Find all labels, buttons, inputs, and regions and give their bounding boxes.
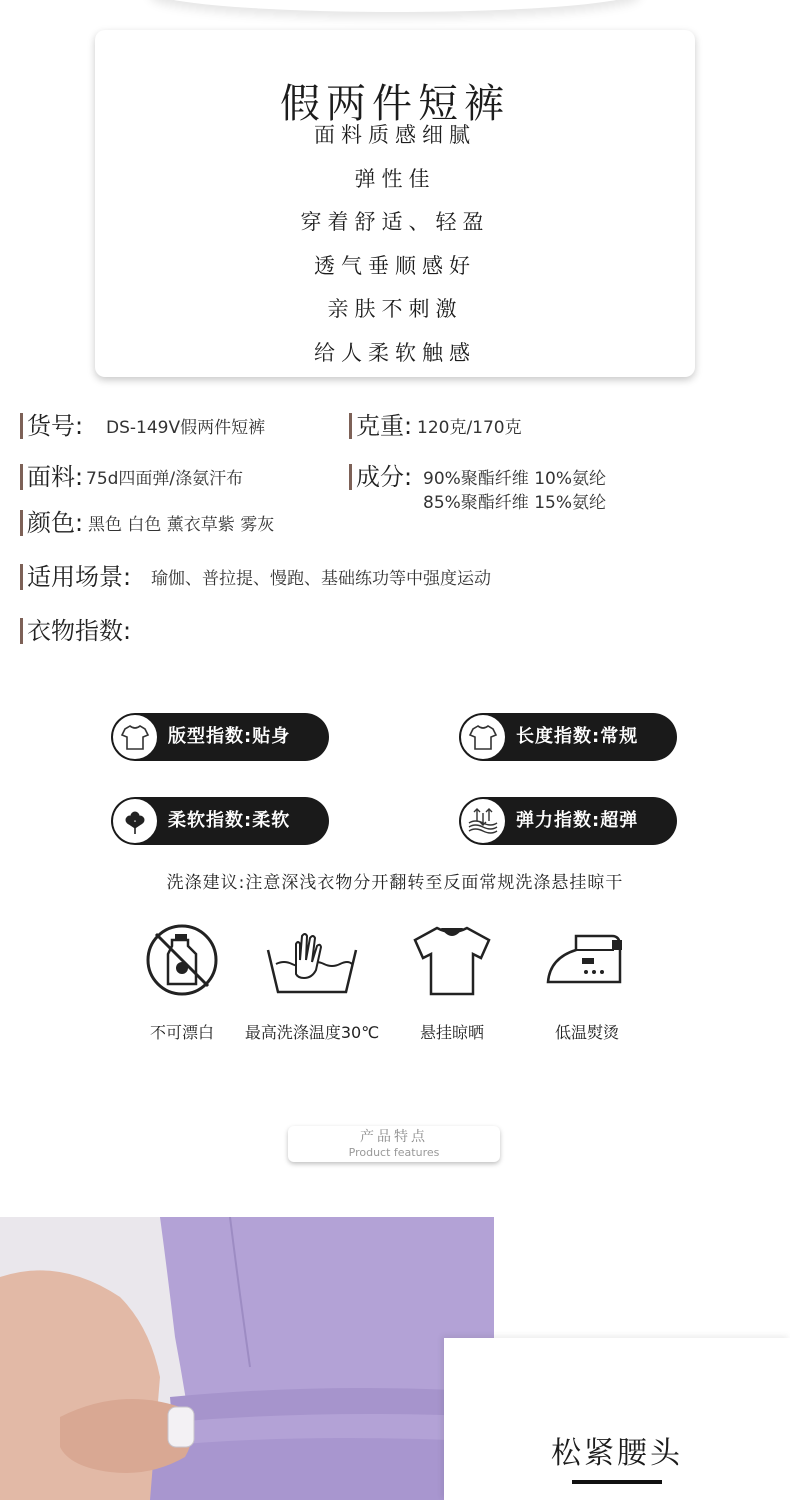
hero-card: [95, 30, 695, 377]
wash-advice: 洗涤建议:注意深浅衣物分开翻转至反面常规洗涤悬挂晾干: [166, 873, 624, 893]
care-hand-wash: [237, 920, 387, 1043]
spec-value: 120克/170克: [417, 418, 522, 438]
section-title-en: Product features: [348, 1146, 440, 1159]
accent-bar: [20, 564, 23, 590]
spec-label: 货号:: [27, 412, 84, 440]
spec-label: 适用场景:: [27, 563, 132, 591]
index-text: 版型指数:贴身: [168, 726, 291, 747]
accent-bar: [349, 464, 352, 490]
spec-value: 黑色 白色 薰衣草紫 雾灰: [88, 515, 275, 535]
index-text: 弹力指数:超弹: [516, 810, 639, 831]
index-text: 柔软指数:柔软: [168, 810, 291, 831]
care-caption: 不可漂白: [149, 1023, 214, 1042]
index-text: 长度指数:常规: [516, 726, 639, 747]
care-low-iron: [512, 920, 662, 1043]
care-no-bleach: [107, 920, 257, 1043]
callout-underline: [572, 1480, 662, 1484]
index-pill-length: [459, 713, 677, 761]
accent-bar: [20, 413, 23, 439]
callout-title: 松紧腰头: [551, 1436, 683, 1471]
index-pill-softness: [111, 797, 329, 845]
feature-item: 透气垂顺感好: [314, 253, 476, 278]
section-tag: [288, 1126, 500, 1162]
no-bleach-icon: [142, 920, 222, 1000]
spec-label: 克重:: [356, 412, 413, 440]
spec-value: 90%聚酯纤维 10%氨纶: [423, 469, 606, 489]
feature-item: 弹性佳: [354, 166, 436, 191]
accent-bar: [349, 413, 352, 439]
section-title-zh: 产品特点: [360, 1129, 428, 1145]
accent-bar: [20, 618, 23, 644]
spec-label: 颜色:: [27, 509, 84, 537]
index-pill-elasticity: [459, 797, 677, 845]
tshirt-icon: [460, 714, 506, 760]
cotton-flower-icon: [112, 798, 158, 844]
spec-value: 75d四面弹/涤氨汗布: [86, 469, 244, 489]
spec-label: 衣物指数:: [27, 617, 132, 645]
hero-title: 假两件短裤: [280, 81, 510, 127]
hand-wash-icon: [262, 920, 362, 1000]
tshirt-icon: [112, 714, 158, 760]
accent-bar: [20, 510, 23, 536]
care-hang-dry: [377, 920, 527, 1043]
feature-callout: [444, 1338, 790, 1500]
feature-item: 亲肤不刺激: [327, 297, 463, 321]
feature-item: 面料质感细腻: [314, 123, 476, 147]
feature-list: [95, 114, 695, 375]
hang-dry-icon: [407, 920, 497, 1000]
spec-value: DS-149V假两件短裤: [106, 418, 266, 438]
spec-label: 成分:: [356, 463, 413, 491]
spec-label: 面料:: [27, 463, 84, 491]
care-caption: 最高洗涤温度30℃: [244, 1023, 380, 1042]
product-photo: [0, 1217, 494, 1500]
care-caption: 低温熨烫: [554, 1023, 619, 1042]
index-pill-fit: [111, 713, 329, 761]
feature-item: 穿着舒适、轻盈: [300, 210, 490, 234]
accent-bar: [20, 464, 23, 490]
stretch-arrows-icon: [460, 798, 506, 844]
care-caption: 悬挂晾晒: [419, 1023, 484, 1042]
top-arc-decoration: [150, 0, 640, 12]
spec-value: 85%聚酯纤维 15%氨纶: [423, 493, 606, 513]
spec-value: 瑜伽、普拉提、慢跑、基础练功等中强度运动: [151, 569, 491, 589]
low-iron-icon: [542, 920, 632, 1000]
feature-item: 给人柔软触感: [314, 340, 476, 365]
